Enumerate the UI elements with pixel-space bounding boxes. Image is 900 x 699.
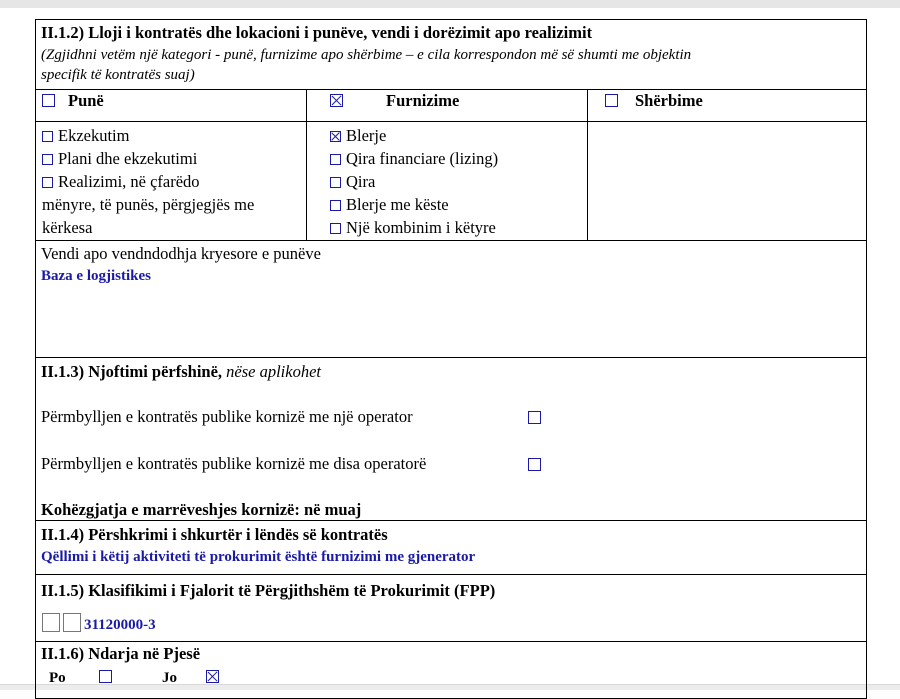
row-divider <box>35 641 867 642</box>
section-note: specifik të kontratës suaj) <box>41 67 195 83</box>
category-sherbime[interactable] <box>605 90 703 112</box>
furnizime-option[interactable]: Blerje me këste <box>330 194 449 216</box>
furnizime-option[interactable]: Qira financiare (lizing) <box>330 148 498 170</box>
category-furnizime[interactable] <box>330 90 459 112</box>
checkbox-icon[interactable] <box>330 154 341 165</box>
checkbox-icon[interactable] <box>330 223 341 234</box>
furnizime-option[interactable]: Qira <box>330 171 375 193</box>
fpp-code-row <box>42 613 156 635</box>
empty-box-icon <box>63 613 81 632</box>
category-pune[interactable] <box>42 90 104 112</box>
checkbox-icon[interactable] <box>42 177 53 188</box>
column-divider <box>306 89 307 240</box>
category-sherbime-label: Shërbime <box>635 91 703 110</box>
lots-jo-label: Jo <box>162 670 177 686</box>
checkbox-icon[interactable] <box>330 177 341 188</box>
empty-box-icon <box>42 613 60 632</box>
pune-option[interactable]: Realizimi, në çfarëdo <box>42 171 200 193</box>
location-label: Vendi apo vendndodhja kryesore e punëve <box>41 244 321 263</box>
checked-box-icon[interactable] <box>330 94 343 107</box>
checked-box-icon[interactable] <box>206 670 219 683</box>
framework-multiple-operators: Përmbylljen e kontratës publike kornizë me disa operatorë <box>41 454 427 473</box>
pune-option-continued: mënyre, të punës, përgjegjës me <box>42 195 255 214</box>
pune-option[interactable]: Plani dhe ekzekutimi <box>42 148 197 170</box>
section-title-II-1-5: II.1.5) Klasifikimi i Fjalorit të Përgjithshëm të Prokurimit (FPP) <box>41 581 496 600</box>
row-divider <box>35 574 867 575</box>
furnizime-option[interactable]: Një kombinim i këtyre <box>330 217 496 239</box>
section-title-II-1-2: II.1.2) Lloji i kontratës dhe lokacioni i punëve, vendi i dorëzimit apo realizimit <box>41 23 593 42</box>
lots-po-label: Po <box>49 670 66 686</box>
contract-description: Qëllimi i këtij aktiviteti të prokurimit është furnizimi me gjenerator <box>41 549 476 565</box>
row-divider <box>35 240 867 241</box>
fpp-code: 31120000-3 <box>84 617 156 633</box>
checkbox-icon[interactable] <box>528 411 541 424</box>
row-divider <box>35 121 867 122</box>
section-title-II-1-3: II.1.3) Njoftimi përfshinë, nëse aplikohet <box>41 362 321 381</box>
column-divider <box>587 89 588 240</box>
checkbox-icon[interactable] <box>330 200 341 211</box>
section-title-II-1-4: II.1.4) Përshkrimi i shkurtër i lëndës së kontratës <box>41 525 388 544</box>
category-furnizime-label: Furnizime <box>386 91 460 110</box>
section-note: (Zgjidhni vetëm një kategori - punë, furnizime apo shërbime – e cila korrespondon më së shumti me objektin <box>41 47 692 63</box>
checkbox-icon[interactable] <box>99 670 112 683</box>
pune-option-continued: kërkesa <box>42 218 93 237</box>
row-divider <box>35 357 867 358</box>
furnizime-option[interactable]: Blerje <box>330 125 386 147</box>
checkbox-icon[interactable] <box>605 94 618 107</box>
section-title-II-1-6: II.1.6) Ndarja në Pjesë <box>41 644 201 663</box>
framework-single-operator: Përmbylljen e kontratës publike kornizë me një operator <box>41 407 413 426</box>
framework-duration: Kohëzgjatja e marrëveshjes kornizë: në muaj <box>41 500 362 519</box>
checkbox-icon[interactable] <box>42 154 53 165</box>
location-value: Baza e logjistikes <box>41 268 151 284</box>
checked-box-icon[interactable] <box>330 131 341 142</box>
checkbox-icon[interactable] <box>528 458 541 471</box>
checkbox-icon[interactable] <box>42 94 55 107</box>
pune-option[interactable]: Ekzekutim <box>42 125 129 147</box>
checkbox-icon[interactable] <box>42 131 53 142</box>
category-pune-label: Punë <box>68 91 104 110</box>
